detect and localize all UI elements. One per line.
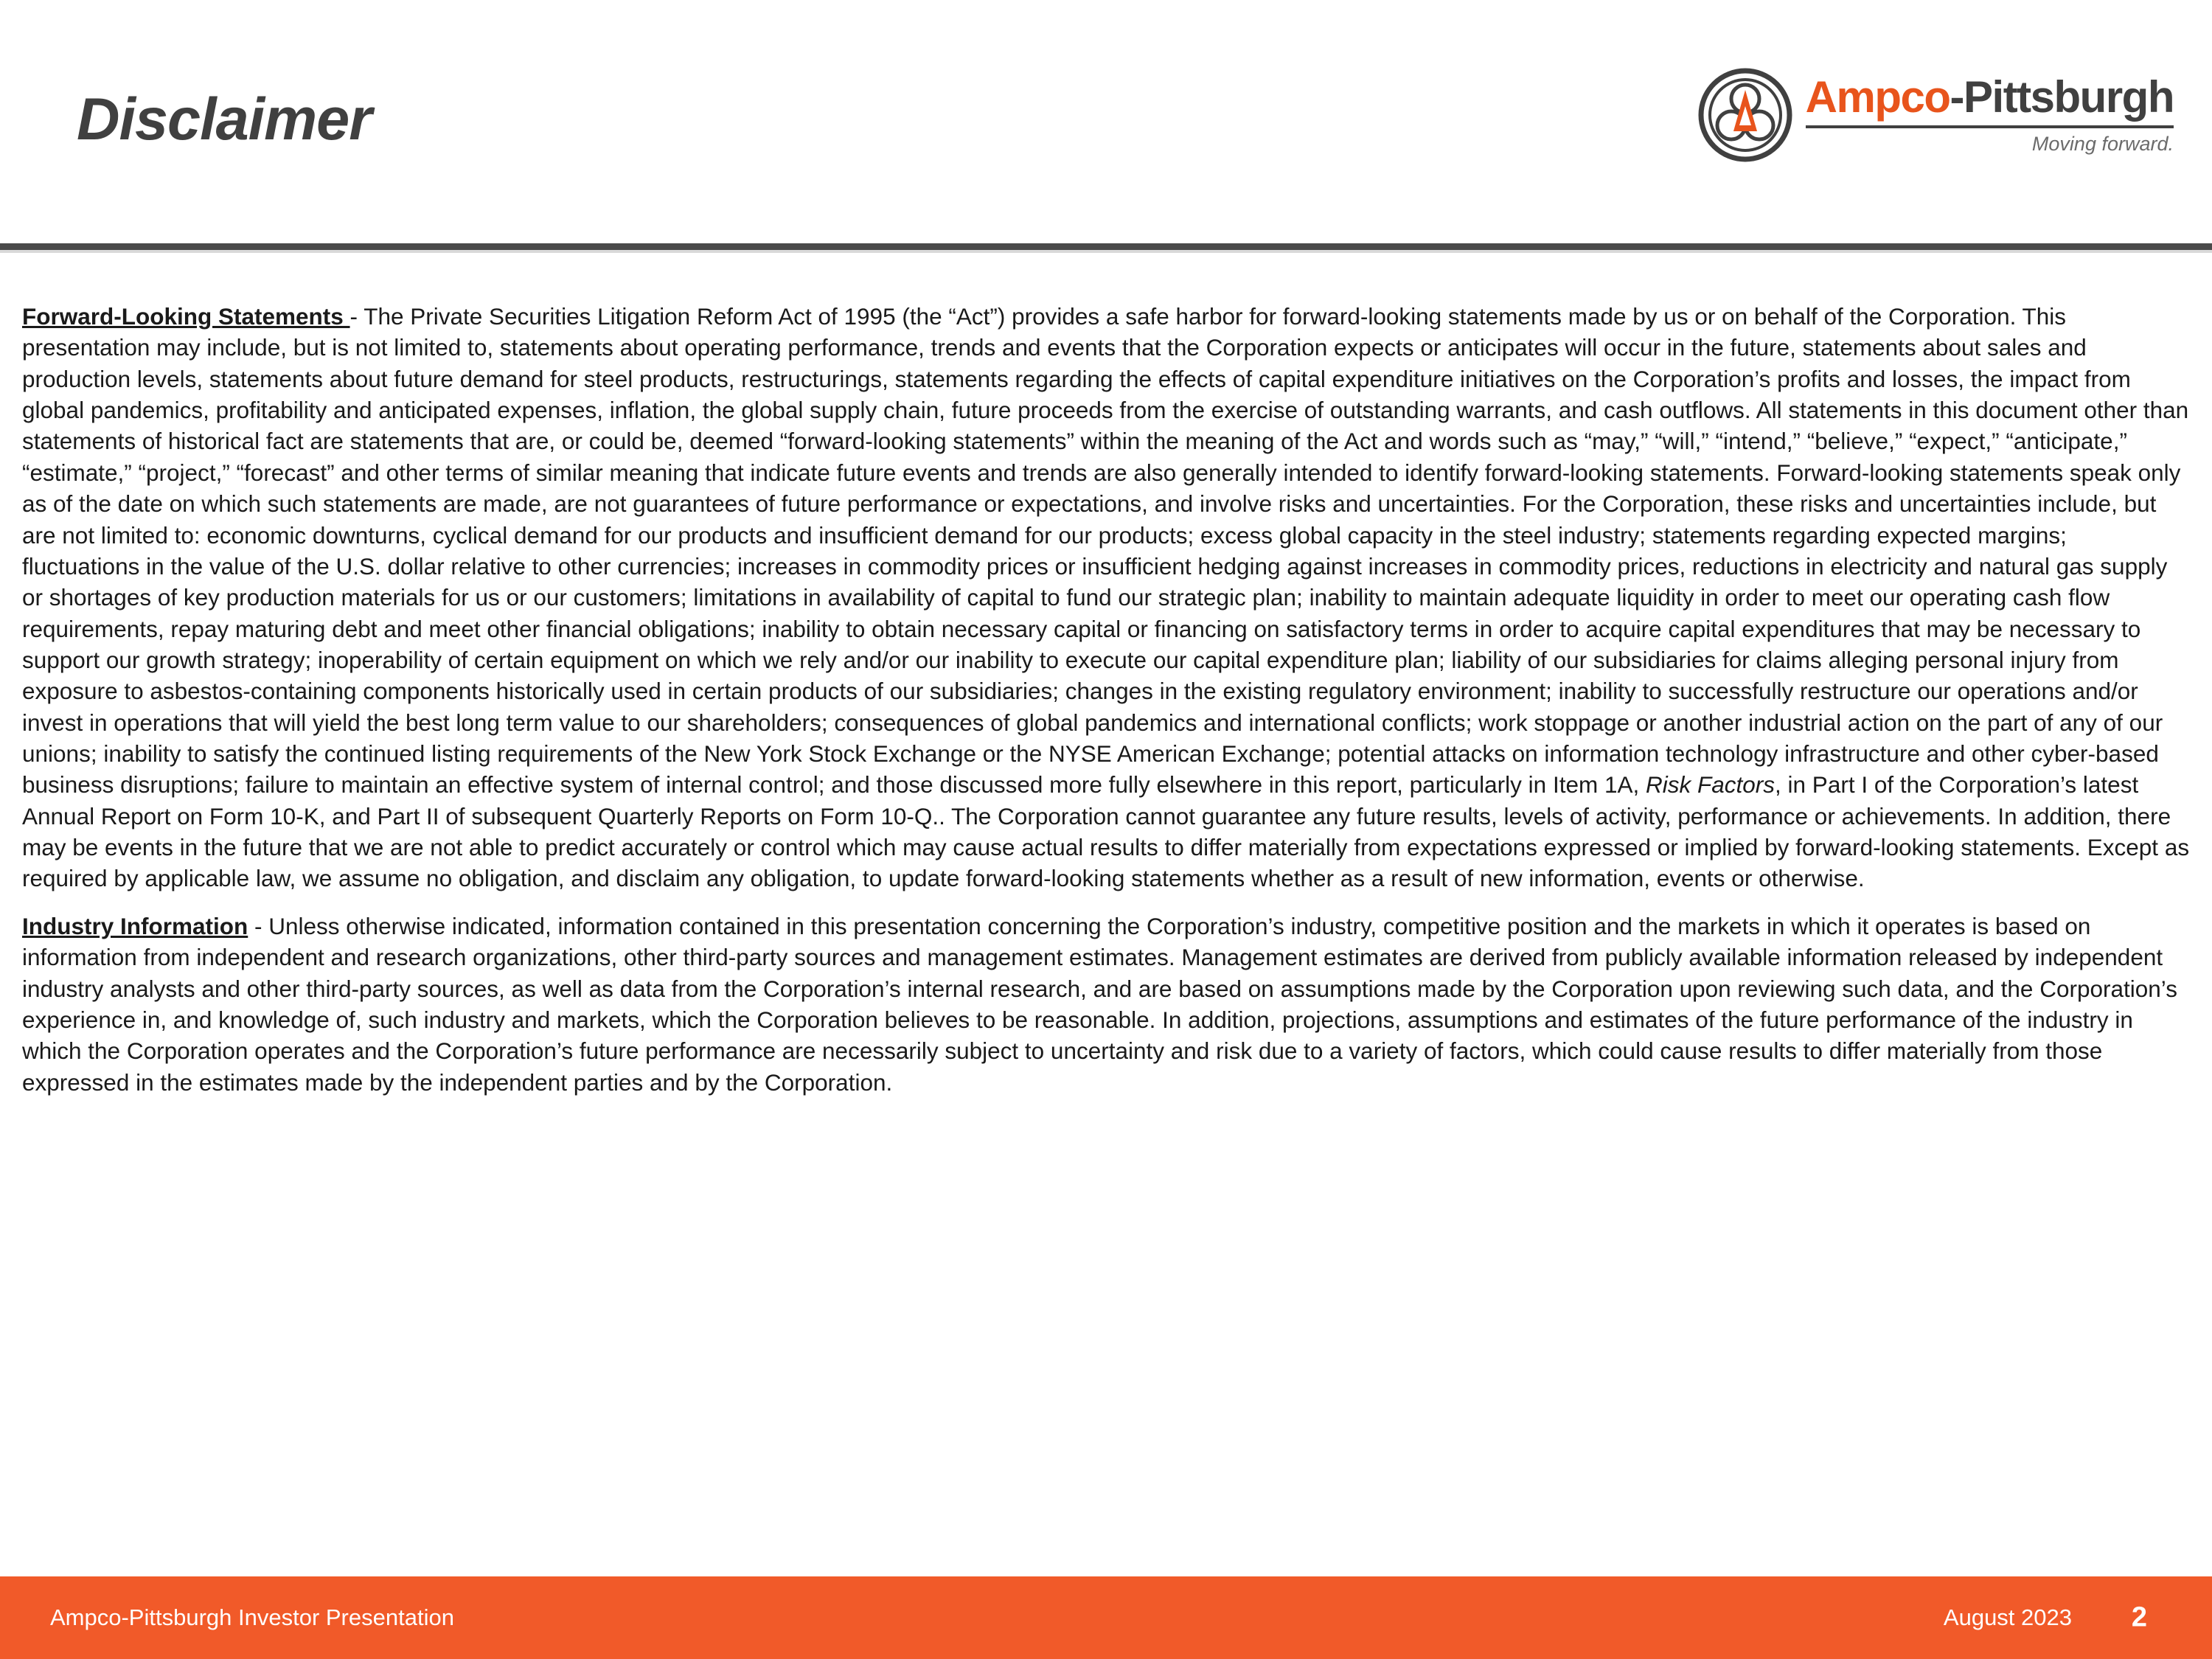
paragraph-2-dash: - [248,912,269,939]
logo-divider [1806,125,2174,128]
company-logo [1698,63,2174,167]
paragraph-1-text-after: , in Part I of the Corporation’s latest Annual Report on Form 10-K, and Part II of subsequent Quarterly Reports on Form 10-Q.. The Corporation cannot guarantee any future results, levels of activity, performance or achievements. In addition, there may be events in the future that we are not able to predict accurately or control which may cause actual results to differ materially from expectations expressed or implied by forward-looking statements. Except as required by applicable law, we assume no obligation, and disclaim any obligation, to update forward-looking statements whether as a result of new information, events or otherwise. [22,771,2190,892]
paragraph-2-text: Unless otherwise indicated, information contained in this presentation concerning the Corporation’s industry, competitive position and the markets in which it operates is based on information from independent and research organizations, other third-party sources and management estimates. Management estimates are derived from publicly available information released by independent industry analysts and other third-party sources, as well as data from the Corporation’s internal research, and are based on assumptions made by the Corporation upon reviewing such data, and the Corporation’s experience in, and knowledge of, such industry and markets, which the Corporation believes to be reasonable. In addition, projections, assumptions and estimates of the future performance of the industry in which the Corporation operates and the Corporation’s future performance are necessarily subject to uncertainty and risk due to a variety of factors, which could cause results to differ materially from those expressed in the estimates made by the independent parties and by the Corporation. [22,912,2177,1096]
slide-header [0,0,2212,251]
logo-word-ampco: Ampco [1805,72,1950,122]
paragraph-1-italic-reference: Risk Factors [1646,771,1775,799]
paragraph-forward-looking-statements [22,301,2190,894]
paragraph-1-heading: Forward-Looking Statements [22,303,350,330]
slide-body [22,301,2190,1098]
paragraph-2-heading: Industry Information [22,912,248,939]
logo-word-separator: - [1950,72,1964,122]
footer-date: August 2023 [1943,1604,2072,1630]
header-divider [0,243,2212,250]
logo-text [1806,68,2174,162]
logo-word-pittsburgh: Pittsburgh [1964,72,2174,122]
ampco-pittsburgh-trefoil-logo-icon [1698,68,1792,162]
footer-page-number: 2 [2131,1601,2147,1633]
logo-tagline: Moving forward. [2031,132,2174,155]
footer-presentation-label: Ampco-Pittsburgh Investor Presentation [50,1604,454,1630]
slide-footer [0,1576,2212,1659]
paragraph-industry-information [22,911,2190,1098]
header-divider-light [0,250,2212,253]
paragraph-1-dash: - [349,303,364,330]
paragraph-1-text-before: The Private Securities Litigation Reform Act of 1995 (the “Act”) provides a safe harbor for forward-looking statements made by us or on behalf of the Corporation. This presentation may include, but is not limited to, statements about operating performance, trends and events that the Corporation expects or anticipates will occur in the future, statements about sales and production levels, statements about future demand for steel products, restructurings, statements regarding the effects of capital expenditure initiatives on the Corporation’s profits and losses, the impact from global pandemics, profitability and anticipated expenses, inflation, the global supply chain, future proceeds from the exercise of outstanding warrants, and cash outflows. All statements in this document other than statements of historical fact are statements that are, or could be, deemed “forward-looking statements” within the meaning of the Act and words such as “may,” “will,” “intend,” “believe,” “expect,” “anticipate,” “estimate,” “project,” “forecast” and other terms of similar meaning that indicate future events and trends are also generally intended to identify forward-looking statements. Forward-looking statements speak only as of the date on which such statements are made, are not guarantees of future performance or expectations, and involve risks and uncertainties. For the Corporation, these risks and uncertainties include, but are not limited to: economic downturns, cyclical demand for our products and insufficient demand for our products; excess global capacity in the steel industry; statements regarding expected margins; fluctuations in the value of the U.S. dollar relative to other currencies; increases in commodity prices or insufficient hedging against increases in commodity prices, reductions in electricity and natural gas supply or shortages of key production materials for us or our customers; limitations in availability of capital to fund our strategic plan; inability to maintain adequate liquidity in order to meet our operating cash flow requirements, repay maturing debt and meet other financial obligations; inability to obtain necessary capital or financing on satisfactory terms in order to acquire capital expenditures that may be necessary to support our growth strategy; inoperability of certain equipment on which we rely and/or our inability to execute our capital expenditure plan; liability of our subsidiaries for claims alleging personal injury from exposure to asbestos-containing components historically used in certain products of our subsidiaries; changes in the existing regulatory environment; inability to successfully restructure our operations and/or invest in operations that will yield the best long term value to our shareholders; consequences of global pandemics and international conflicts; work stoppage or another industrial action on the part of any of our unions; inability to satisfy the continued listing requirements of the New York Stock Exchange or the NYSE American Exchange; potential attacks on information technology infrastructure and other cyber-based business disruptions; failure to maintain an effective system of internal control; and those discussed more fully elsewhere in this report, particularly in Item 1A, [22,303,2189,799]
logo-wordmark [1805,72,2174,122]
page-title: Disclaimer [77,86,372,153]
